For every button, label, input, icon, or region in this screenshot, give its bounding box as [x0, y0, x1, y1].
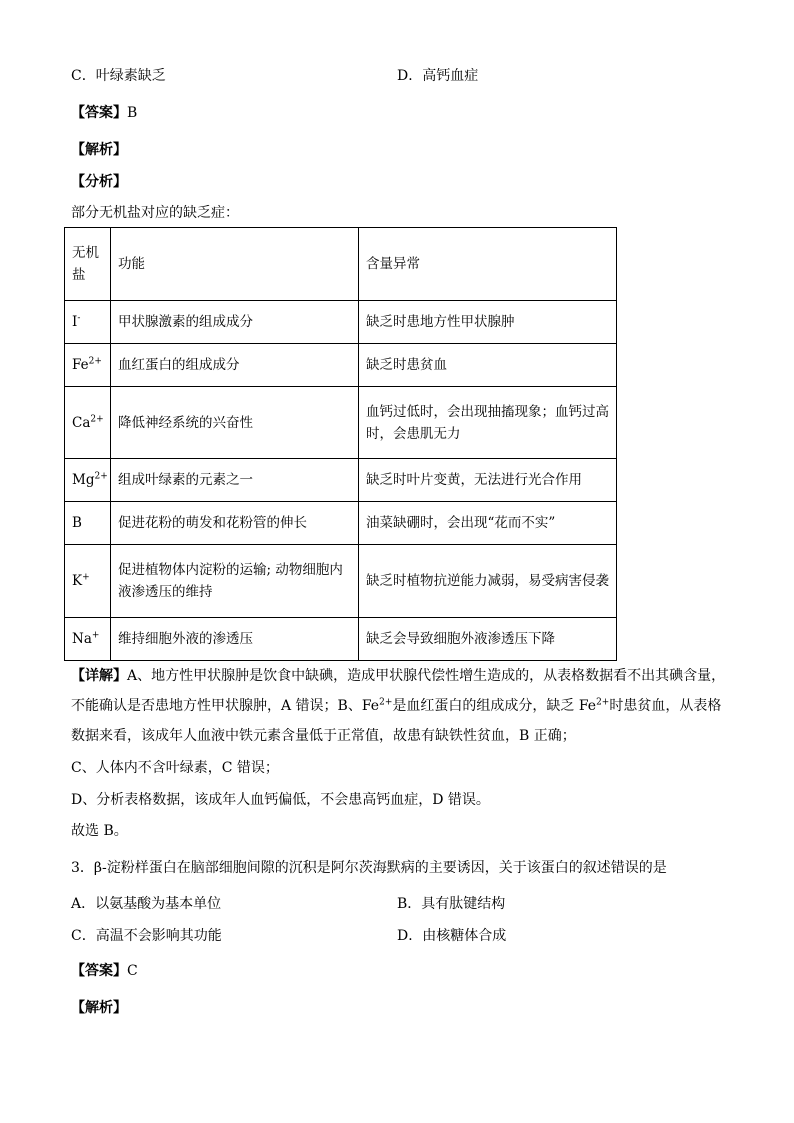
answer-value: B	[127, 105, 138, 121]
abnormal-cell: 缺乏时叶片变黄，无法进行光合作用	[359, 459, 617, 502]
function-cell: 血红蛋白的组成成分	[111, 344, 359, 387]
analysis-header: 【解析】	[71, 142, 127, 158]
function-cell: 促进植物体内淀粉的运输; 动物细胞内液渗透压的维持	[111, 545, 359, 618]
function-cell: 维持细胞外液的渗透压	[111, 618, 359, 661]
ion-cell: $Ca^{2+}$	[65, 387, 111, 459]
abnormal-cell: 血钙过低时，会出现抽搐现象；血钙过高时，会患肌无力	[359, 387, 617, 459]
q3-analysis-header: 【解析】	[71, 1000, 127, 1016]
detail-d: D、分析表格数据，该成年人血钙偏低，不会患高钙血症，D 错误。	[71, 792, 490, 808]
answer-label: 【答案】	[71, 105, 127, 121]
detail-label: 【详解】	[71, 668, 127, 684]
ion-cell: I-	[65, 301, 111, 344]
table-header-row	[65, 228, 617, 301]
abnormal-cell: 缺乏时患贫血	[359, 344, 617, 387]
function-cell: 甲状腺激素的组成成分	[111, 301, 359, 344]
detail-c: C、人体内不含叶绿素，C 错误；	[71, 760, 279, 776]
q3-option-c: C．高温不会影响其功能	[71, 928, 222, 944]
abnormal-cell: 缺乏会导致细胞外液渗透压下降	[359, 618, 617, 661]
table-header-function: 功能	[111, 228, 359, 301]
function-cell: 组成叶绿素的元素之一	[111, 459, 359, 502]
abnormal-cell: 缺乏时植物抗逆能力减弱，易受病害侵袭	[359, 545, 617, 618]
ion-cell: $Fe^{2+}$	[65, 344, 111, 387]
fenxi-header: 【分析】	[71, 174, 127, 190]
detail-conclusion: 故选 B。	[71, 823, 128, 839]
option-d: D．高钙血症	[397, 68, 479, 84]
q3-answer-value: C	[127, 963, 138, 979]
q3-option-a: A．以氨基酸为基本单位	[71, 896, 222, 912]
option-c: C．叶绿素缺乏	[71, 68, 166, 84]
ion-cell: B	[65, 502, 111, 545]
table-intro: 部分无机盐对应的缺乏症：	[71, 205, 239, 221]
q3-option-d: D．由核糖体合成	[397, 928, 507, 944]
table-row	[65, 459, 617, 502]
table-row	[65, 387, 617, 459]
function-cell: 降低神经系统的兴奋性	[111, 387, 359, 459]
ion-cell: $Mg^{2+}$	[65, 459, 111, 502]
table-row	[65, 545, 617, 618]
answer-line	[71, 103, 137, 123]
table-header-ion: 无机盐	[65, 228, 111, 301]
table-header-abnormal: 含量异常	[359, 228, 617, 301]
table-row	[65, 301, 617, 344]
q3-answer-line	[71, 961, 138, 981]
detail-paragraph: 【详解】A、地方性甲状腺肿是饮食中缺碘，造成甲状腺代偿性增生造成的，从表格数据看不出其碘含量，不能确认是否患地方性甲状腺肿，A 错误；B、$Fe^{2+}$是血红蛋白的组成成分，缺乏 $Fe^{2+}$时患贫血，从表格数据来看，该成年人血液中铁元素含量低于正常值，故患有缺铁性贫血，B 正确；	[71, 668, 726, 744]
ion-cell: Na+	[65, 618, 111, 661]
abnormal-cell: 缺乏时患地方性甲状腺肿	[359, 301, 617, 344]
ion-cell: K+	[65, 545, 111, 618]
table-row	[65, 618, 617, 661]
q3-answer-label: 【答案】	[71, 963, 127, 979]
question-3-stem: 3．β-淀粉样蛋白在脑部细胞间隙的沉积是阿尔茨海默病的主要诱因，关于该蛋白的叙述错误的是	[71, 860, 667, 876]
q3-option-b: B．具有肽键结构	[397, 896, 506, 912]
inorganic-salt-table	[64, 227, 617, 661]
abnormal-cell: 油菜缺硼时，会出现“花而不实”	[359, 502, 617, 545]
table-row	[65, 502, 617, 545]
table-row	[65, 344, 617, 387]
function-cell: 促进花粉的萌发和花粉管的伸长	[111, 502, 359, 545]
